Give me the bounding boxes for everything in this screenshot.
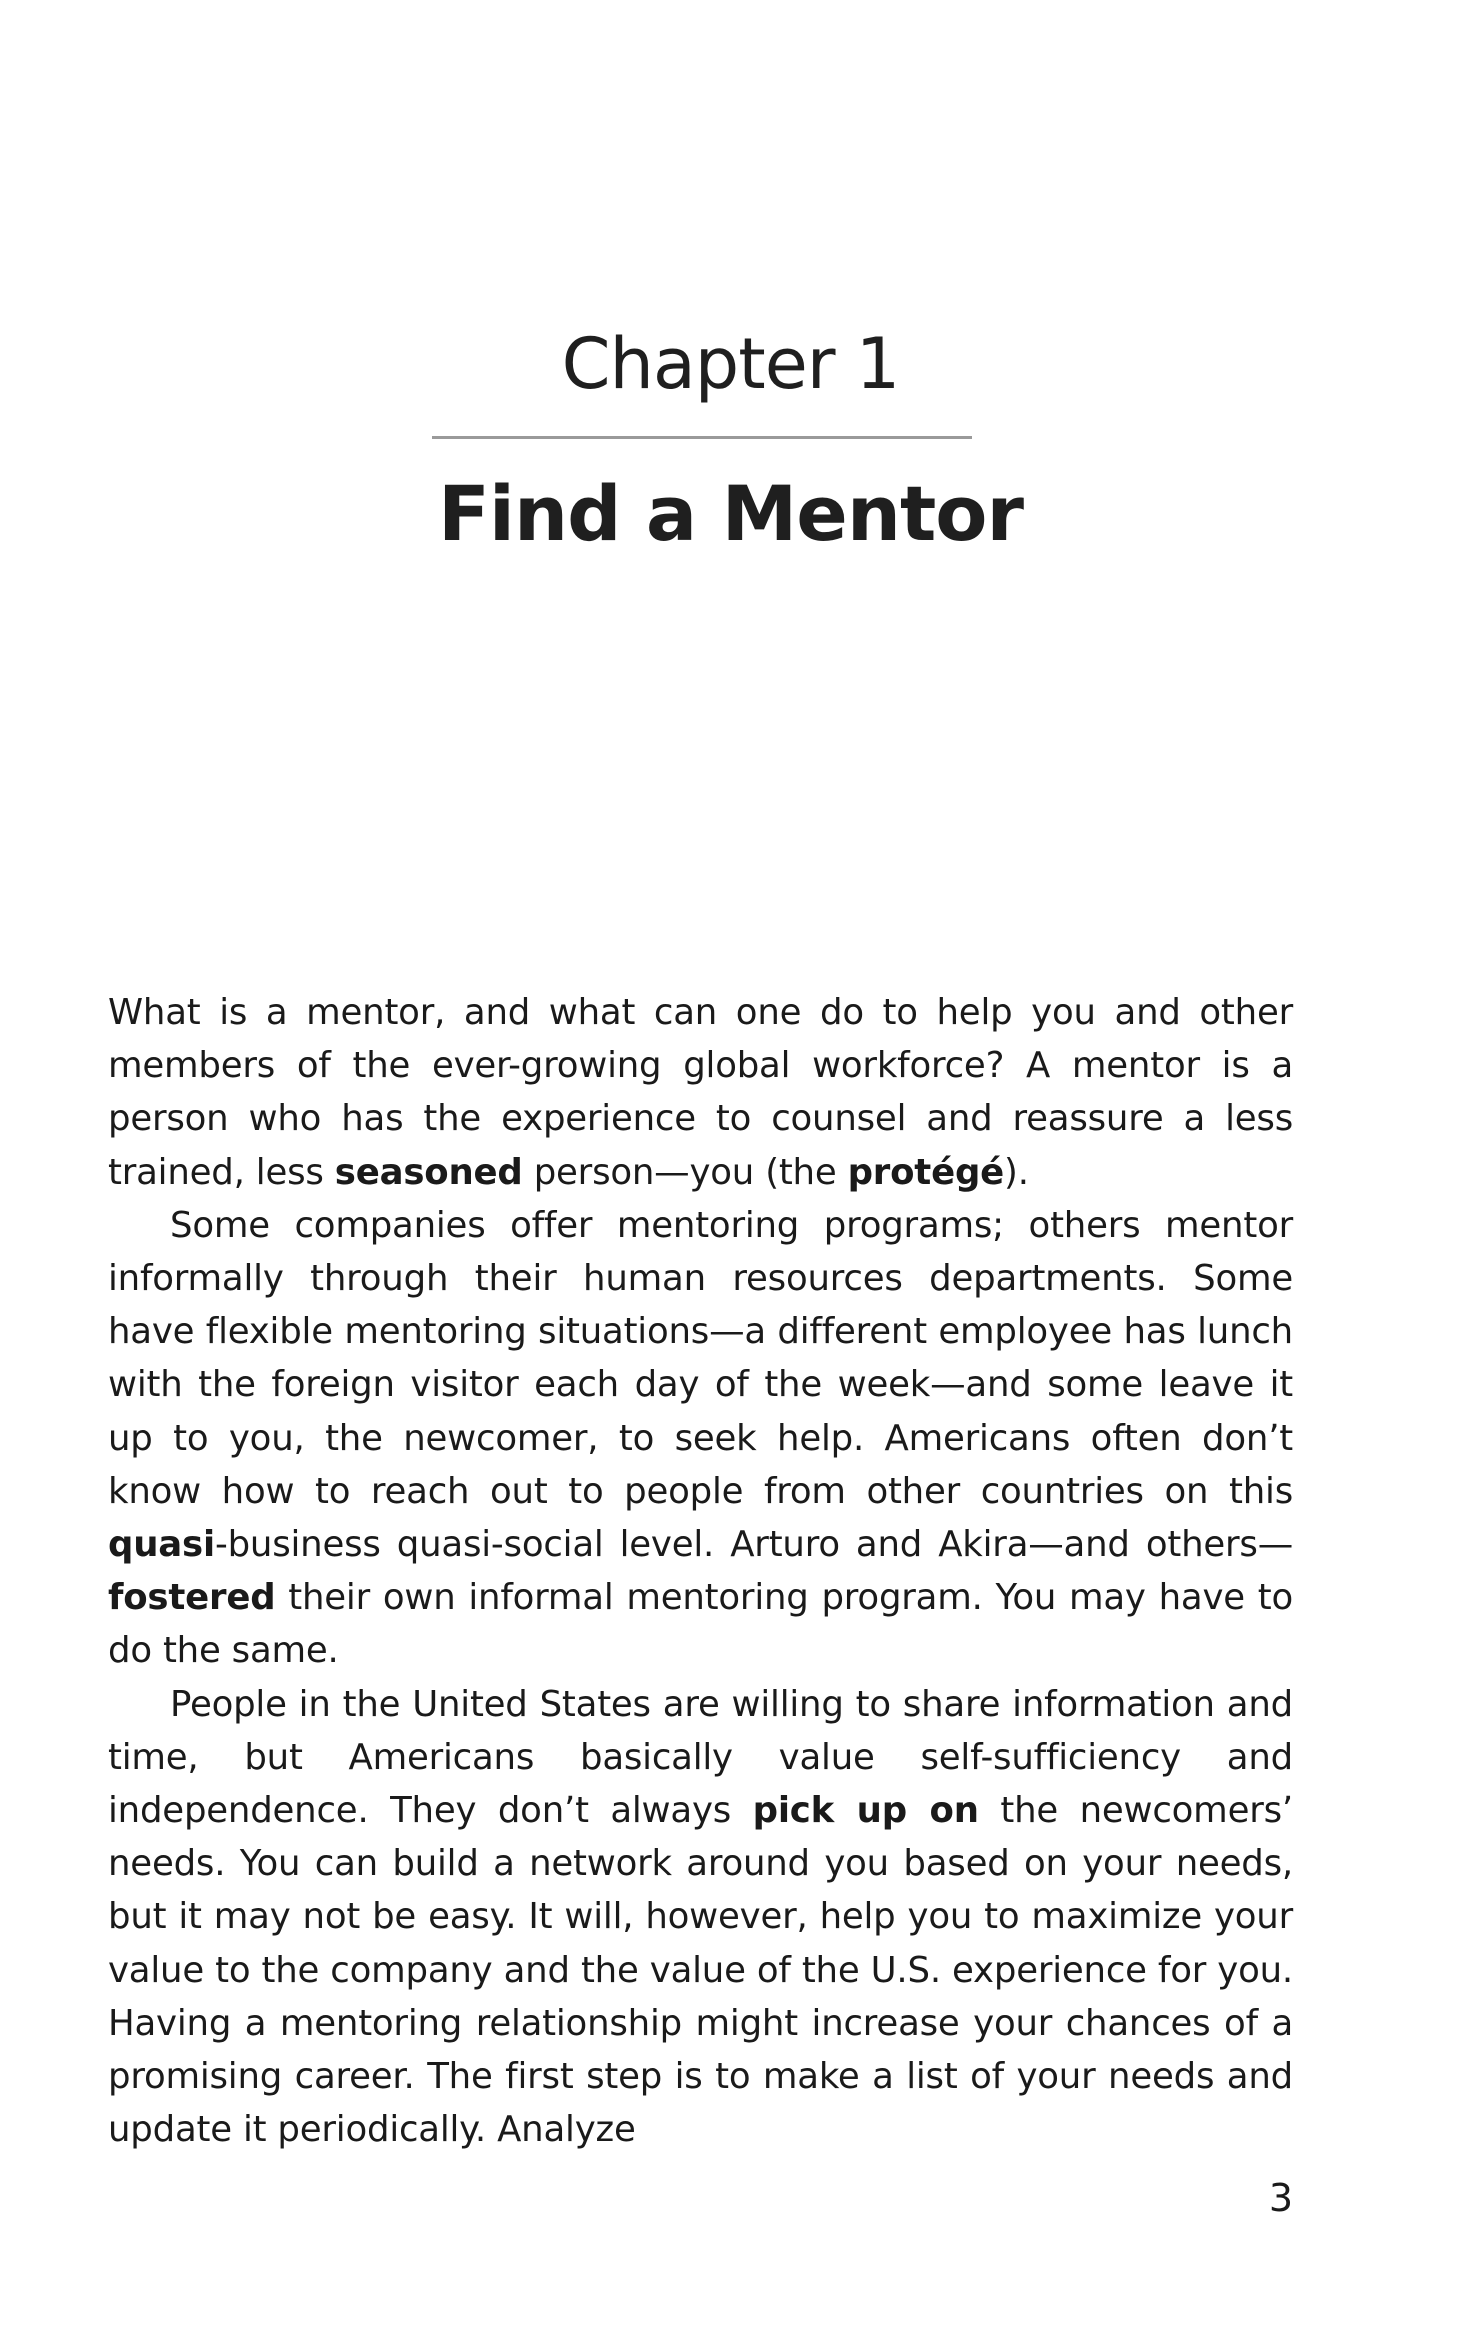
paragraph-1-text-3: ). <box>1004 1151 1029 1193</box>
paragraph-1-text-2: person—you (the <box>522 1151 848 1193</box>
chapter-label: Chapter 1 <box>561 323 900 405</box>
page-number: 3 <box>1268 2176 1293 2220</box>
term-seasoned: seasoned <box>334 1151 523 1193</box>
term-pick-up-on: pick up on <box>752 1790 979 1832</box>
paragraph-2-text-1: Some companies offer mentoring programs; others mentor informally through their human resources departments. Some have flexible mentoring situations—a different employee has lunch with the foreign visitor each day of the week—and some leave it up to you, the newcomer, to seek help. Americans often don’t know how to reach out to people from other countries on this <box>108 1204 1293 1512</box>
chapter-title: Find a Mentor <box>438 469 1023 558</box>
paragraph-3-text-1: People in the United States are willing to share information and time, but Americans basically value self-sufficiency and independence. They don’t always <box>108 1683 1293 1832</box>
paragraph-3 <box>108 1678 1293 2157</box>
body-text <box>108 986 1293 2156</box>
paragraph-2 <box>108 1199 1293 1678</box>
term-protege: protégé <box>847 1151 1005 1193</box>
paragraph-3-text-2: the newcomers’ needs. You can build a network around you based on your needs, but it may not be easy. It will, however, help you to maximize your value to the company and the value of the U.S. experience for you. Having a mentoring relationship might increase your chances of a promising career. The first step is to make a list of your needs and update it periodically. Analyze <box>108 1790 1293 2151</box>
term-quasi: quasi <box>108 1524 215 1566</box>
chapter-divider <box>432 436 972 439</box>
paragraph-2-text-2: -business quasi-social level. Arturo and Akira—and others— <box>214 1524 1293 1566</box>
paragraph-1-text-1: What is a mentor, and what can one do to help you and other members of the ever-growing global workforce? A mentor is a person who has the experience to counsel and reassure a less trained, less <box>108 992 1293 1193</box>
paragraph-1 <box>108 986 1293 1199</box>
term-fostered: fostered <box>108 1577 276 1619</box>
paragraph-2-text-3: their own informal mentoring program. You may have to do the same. <box>108 1577 1293 1672</box>
